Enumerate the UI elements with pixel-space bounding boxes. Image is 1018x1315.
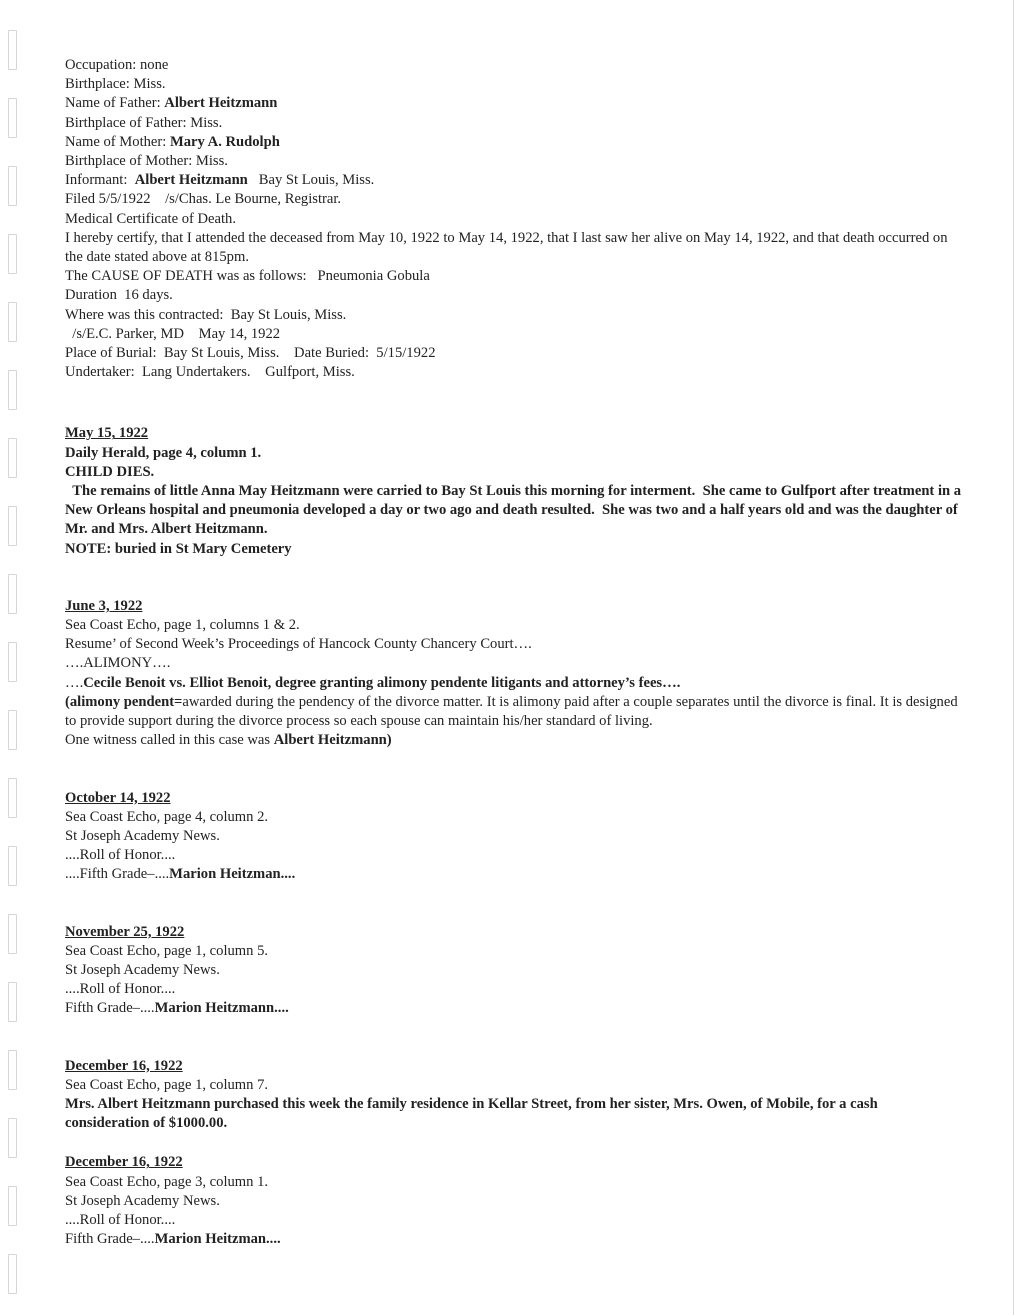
burial-line: Place of Burial: Bay St Louis, Miss. Date Buried: 5/15/1922: [65, 345, 436, 362]
binder-hole: [8, 778, 17, 818]
binder-hole: [8, 846, 17, 886]
entry-grade-line: [65, 1230, 965, 1249]
informant-label: Informant:: [65, 172, 135, 189]
cause-of-death-line: The CAUSE OF DEATH was as follows: Pneumonia Gobula: [65, 268, 430, 285]
informant-place: Bay St Louis, Miss.: [247, 172, 375, 189]
binder-hole-strip: [8, 0, 20, 1315]
witness-text: One witness called in this case was: [65, 732, 274, 749]
filed-line: Filed 5/5/1922 /s/Chas. Le Bourne, Registrar.: [65, 191, 342, 208]
student-name: Marion Heitzman....: [154, 1231, 281, 1248]
duration-line: Duration 16 days.: [65, 287, 173, 304]
section-spacer: [65, 751, 965, 789]
death-certificate-section: [65, 56, 965, 382]
section-spacer: [65, 559, 965, 597]
binder-hole: [8, 982, 17, 1022]
entry-note: NOTE: buried in St Mary Cemetery: [65, 540, 292, 557]
entry-news-line: St Joseph Academy News.: [65, 827, 220, 844]
entry-december-16-1922-p1: [65, 1057, 965, 1134]
binder-hole: [8, 370, 17, 410]
entry-case-line: [65, 674, 965, 693]
binder-hole: [8, 506, 17, 546]
binder-hole: [8, 30, 17, 70]
entry-date: May 15, 1922: [65, 425, 149, 442]
entry-news-line: St Joseph Academy News.: [65, 1192, 220, 1209]
mother-line: [65, 133, 965, 152]
entry-october-14-1922: [65, 789, 965, 885]
entry-witness-line: [65, 731, 965, 750]
binder-hole: [8, 166, 17, 206]
binder-hole: [8, 574, 17, 614]
informant-name: Albert Heitzmann: [134, 172, 248, 189]
page-edge-line: [1013, 0, 1014, 1315]
entry-resume-line: Resume’ of Second Week’s Proceedings of Hancock County Chancery Court….: [65, 636, 532, 653]
entry-date: November 25, 1922: [65, 923, 185, 940]
entry-roll-line: ....Roll of Honor....: [65, 981, 176, 998]
entry-source: Sea Coast Echo, page 1, column 7.: [65, 1076, 269, 1093]
certify-paragraph: I hereby certify, that I attended the deceased from May 10, 1922 to May 14, 1922, that I last saw her alive on May 14, 1922, and that death occurred on the date stated above at 815pm.: [65, 229, 948, 266]
entry-grade-line: [65, 999, 965, 1018]
definition-term: (alimony pendent=: [65, 693, 183, 710]
informant-line: [65, 171, 965, 190]
binder-hole: [8, 98, 17, 138]
occupation-line: Occupation: none: [65, 57, 169, 73]
binder-hole: [8, 1254, 17, 1294]
father-name: Albert Heitzmann: [164, 95, 278, 112]
entry-date: June 3, 1922: [65, 597, 143, 614]
grade-prefix: Fifth Grade–....: [65, 1000, 155, 1017]
entry-grade-line: [65, 865, 965, 884]
father-birthplace-line: Birthplace of Father: Miss.: [65, 114, 223, 131]
entry-source: Sea Coast Echo, page 1, columns 1 & 2.: [65, 617, 300, 634]
section-spacer: [65, 1019, 965, 1057]
entry-roll-line: ....Roll of Honor....: [65, 1211, 176, 1228]
section-spacer: [65, 382, 965, 424]
case-prefix: ….: [65, 674, 84, 691]
binder-hole: [8, 438, 17, 478]
binder-hole: [8, 642, 17, 682]
entry-article-text: The remains of little Anna May Heitzmann were carried to Bay St Louis this morning for interment. She came to Gulfport after treatment in a New Orleans hospital and pneumonia developed a day or two ago and death resulted. She was two and a half years old and was the daughter of Mr. and Mrs. Albert Heitzmann.: [65, 483, 965, 538]
mother-label: Name of Mother:: [65, 133, 170, 150]
student-name: Marion Heitzman....: [169, 866, 296, 883]
binder-hole: [8, 1186, 17, 1226]
entry-date: December 16, 1922: [65, 1057, 183, 1074]
binder-hole: [8, 1050, 17, 1090]
student-name: Marion Heitzmann....: [154, 1000, 289, 1017]
entry-date: October 14, 1922: [65, 789, 171, 806]
entry-november-25-1922: [65, 923, 965, 1019]
entry-article-text: Mrs. Albert Heitzmann purchased this week the family residence in Kellar Street, from her sister, Mrs. Owen, of Mobile, for a cash consideration of $1000.00.: [65, 1095, 878, 1132]
entry-source: Sea Coast Echo, page 1, column 5.: [65, 942, 269, 959]
witness-name: Albert Heitzmann): [273, 732, 392, 749]
grade-prefix: ....Fifth Grade–....: [65, 866, 170, 883]
medical-certificate-line: Medical Certificate of Death.: [65, 210, 236, 227]
mother-birthplace-line: Birthplace of Mother: Miss.: [65, 153, 228, 170]
entry-source: Sea Coast Echo, page 4, column 2.: [65, 808, 269, 825]
undertaker-line: Undertaker: Lang Undertakers. Gulfport, Miss.: [65, 364, 355, 381]
birthplace-line: Birthplace: Miss.: [65, 76, 166, 93]
definition-text: awarded during the pendency of the divorce matter. It is alimony paid after a couple separates until the divorce is final. It is designed to provide support during the divorce process so each spouse can maintain his/her standard of living.: [65, 693, 958, 730]
entry-definition: [65, 693, 965, 731]
binder-hole: [8, 1118, 17, 1158]
father-line: [65, 94, 965, 113]
entry-headline: CHILD DIES.: [65, 463, 155, 480]
document-body: [65, 56, 965, 1249]
entry-december-16-1922-p3: [65, 1153, 965, 1249]
entry-june-3-1922: [65, 597, 965, 751]
contracted-line: Where was this contracted: Bay St Louis, Miss.: [65, 306, 347, 323]
section-spacer: [65, 1133, 965, 1153]
binder-hole: [8, 914, 17, 954]
entry-source: Daily Herald, page 4, column 1.: [65, 444, 262, 461]
entry-news-line: St Joseph Academy News.: [65, 961, 220, 978]
entry-may-15-1922: [65, 424, 965, 558]
case-title: Cecile Benoit vs. Elliot Benoit, degree granting alimony pendente litigants and attorney’s fees….: [83, 674, 681, 691]
binder-hole: [8, 302, 17, 342]
entry-roll-line: ....Roll of Honor....: [65, 847, 176, 864]
binder-hole: [8, 710, 17, 750]
entry-source: Sea Coast Echo, page 3, column 1.: [65, 1173, 269, 1190]
entry-alimony-line: ….ALIMONY….: [65, 655, 171, 672]
binder-hole: [8, 234, 17, 274]
father-label: Name of Father:: [65, 95, 165, 112]
grade-prefix: Fifth Grade–....: [65, 1231, 155, 1248]
physician-signature-line: /s/E.C. Parker, MD May 14, 1922: [65, 325, 281, 342]
entry-date: December 16, 1922: [65, 1154, 183, 1171]
section-spacer: [65, 885, 965, 923]
mother-name: Mary A. Rudolph: [169, 133, 280, 150]
